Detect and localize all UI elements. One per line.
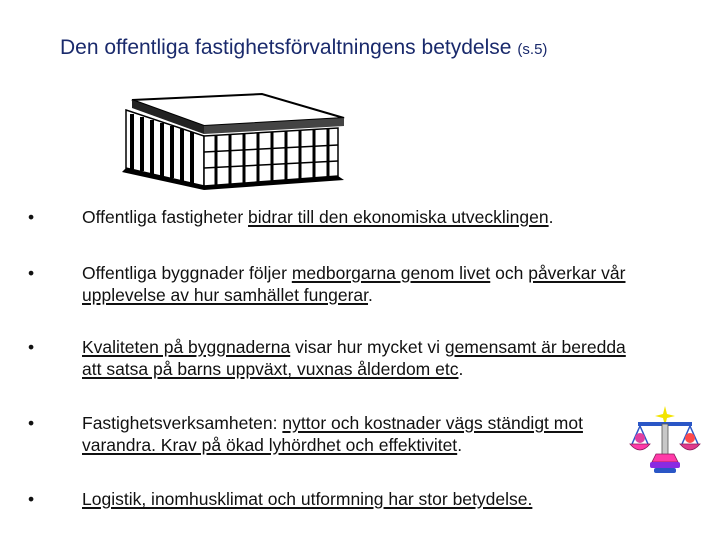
slide-title	[60, 36, 700, 60]
bullet-marker: •	[28, 413, 35, 433]
title-main: Den offentliga fastighetsförvaltningens betydelse	[60, 36, 512, 59]
building-image	[112, 90, 352, 190]
bullet-text: Fastighetsverksamheten: nyttor och kostnader vägs ständigt mot varandra. Krav på ökad lyhördhet och effektivitet.	[82, 413, 583, 455]
balance-scale-image	[628, 404, 702, 476]
bullet-text: Offentliga byggnader följer medborgarna genom livet och påverkar vår upplevelse av hur samhället fungerar.	[82, 263, 626, 305]
bullet-text: Logistik, inomhusklimat och utformning har stor betydelse.	[82, 489, 533, 509]
bullet-marker: •	[28, 263, 35, 283]
bullet-text: Offentliga fastigheter bidrar till den ekonomiska utvecklingen.	[82, 207, 554, 227]
bullet-marker: •	[28, 337, 35, 357]
bullet-marker: •	[28, 207, 35, 227]
bullet-marker: •	[28, 489, 35, 509]
title-page-ref: (s.5)	[517, 41, 548, 58]
bullet-text: Kvaliteten på byggnaderna visar hur mycket vi gemensamt är beredda att satsa på barns uppväxt, vuxnas ålderdom etc.	[82, 337, 626, 379]
